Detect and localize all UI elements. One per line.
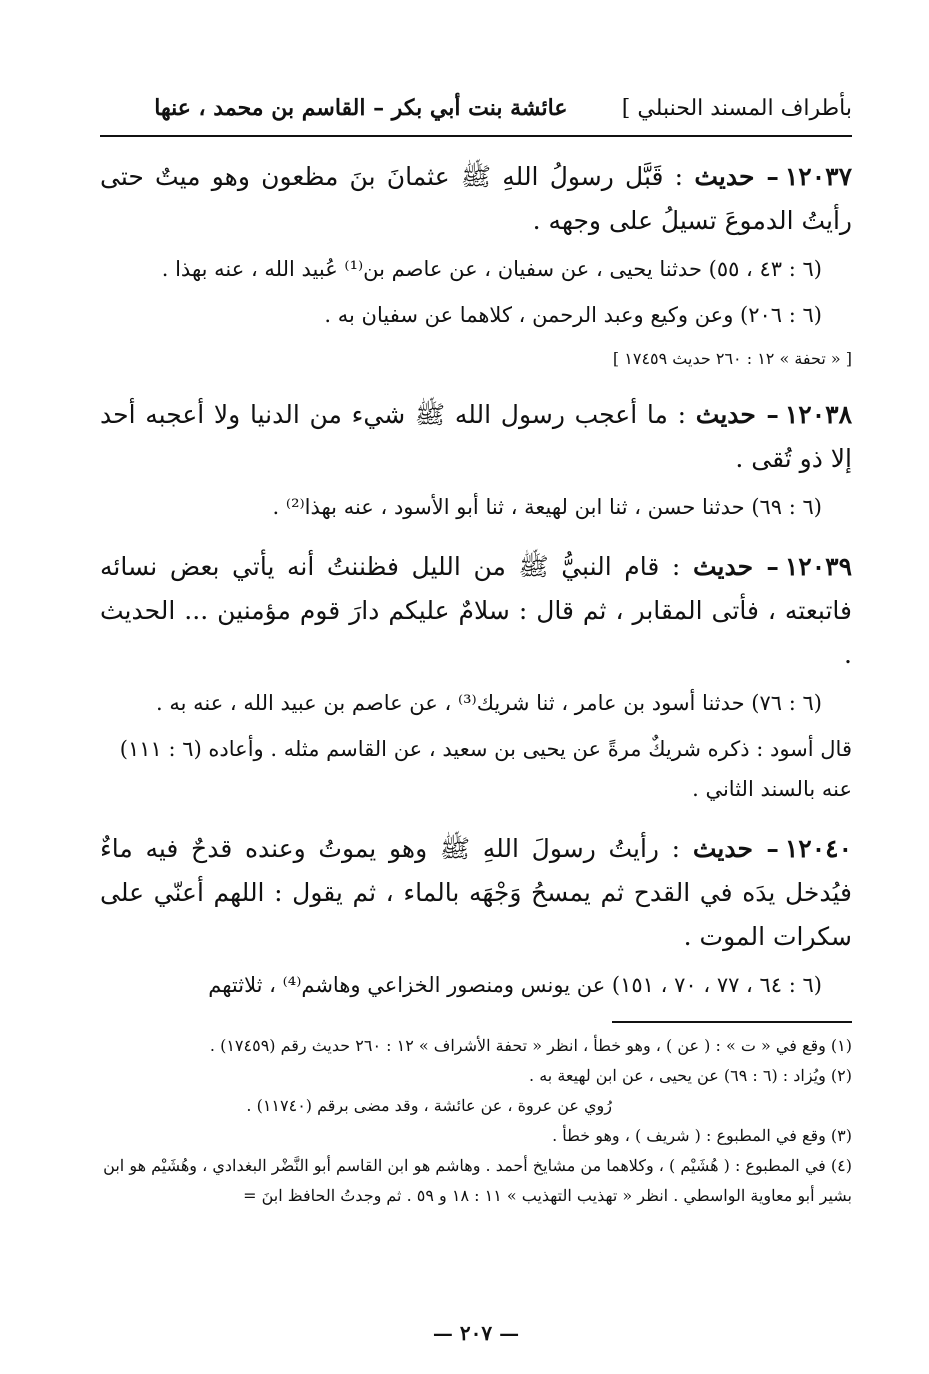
hadith-matn: : قَبَّل رسولُ اللهِ ﷺ عثمانَ بنَ مظعون وهو ميتٌ حتى رأيتُ الدموعَ تسيلُ على وجهه . xyxy=(100,162,852,235)
hadith-entry xyxy=(100,827,852,1005)
hadith-matn: : قام النبيُّ ﷺ من الليل فظننتُ أنه يأتي بعض نسائه فاتبعته ، فأتى المقابر ، ثم قال : سلامٌ عليكم دارَ قوم مؤمنين ... الحديث . xyxy=(100,552,852,669)
isnad-line: (٦ : ٦٤ ، ٧٧ ، ٧٠ ، ١٥١) عن يونس ومنصور الخزاعي وهاشم⁽⁴⁾ ، ثلاثتهم xyxy=(208,973,822,997)
header-chapter-title: عائشة بنت أبي بكر – القاسم بن محمد ، عنها xyxy=(154,95,568,121)
hadith-matn: : رأيتُ رسولَ اللهِ ﷺ وهو يموتُ وعنده قدحٌ فيه ماءٌ فيُدخل يدَه في القدح ثم يمسحُ وَجْهَه بالماء ، ثم يقول : اللهم أعنّي على سكرات الموت . xyxy=(100,834,852,951)
hadith-entry xyxy=(100,393,852,527)
isnad-line: قال أسود : ذكره شريكٌ مرةً عن يحيى بن سعيد ، عن القاسم مثله . وأعاده (٦ : ١١١) عنه بالسند الثاني . xyxy=(119,737,852,801)
hadith-matn: : ما أعجب رسول الله ﷺ شيء من الدنيا ولا أعجبه أحد إلا ذو تُقى . xyxy=(100,400,852,473)
hadith-number: ١٢٠٤٠ xyxy=(784,834,852,863)
isnad-line: (٦ : ٦٩) حدثنا حسن ، ثنا ابن لهيعة ، ثنا أبو الأسود ، عنه بهذا⁽²⁾ . xyxy=(272,495,822,519)
footnotes xyxy=(100,1031,852,1211)
running-header xyxy=(100,95,852,137)
footnote: (٤) في المطبوع : ( هُشَيْم ) ، وكلاهما من مشايخ أحمد . وهاشم هو ابن القاسم أبو النَّضْر البغدادي ، وهُشَيْم هو ابن بشير أبو معاوية الواسطي . انظر « تهذيب التهذيب » ١١ : ١٨ و ٥٩ . ثم وجدتُ الحافظ ابنَ = xyxy=(103,1156,852,1205)
hadith-keyword: – حديث xyxy=(692,834,779,863)
isnad-line: (٦ : ٧٦) حدثنا أسود بن عامر ، ثنا شريك⁽³⁾ ، عن عاصم بن عبيد الله ، عنه به . xyxy=(155,691,822,715)
hadith-text xyxy=(100,155,852,243)
hadith-number: ١٢٠٣٩ xyxy=(784,552,852,581)
hadith-entry xyxy=(100,155,852,375)
isnad-line: (٦ : ٢٠٦) وعن وكيع وعبد الرحمن ، كلاهما عن سفيان به . xyxy=(324,303,822,327)
page-number: — ٢٠٧ — xyxy=(432,1321,520,1345)
header-book-title: بأطراف المسند الحنبلي ] xyxy=(621,96,852,121)
footnote: (٣) وقع في المطبوع : ( شريف ) ، وهو خطأ . xyxy=(552,1126,852,1145)
hadith-keyword: – حديث xyxy=(694,162,779,191)
hadith-number: ١٢٠٣٧ xyxy=(784,162,853,191)
footnote-continuation: رُوي عن عروة ، عن عائشة ، وقد مضى برقم (١١٧٤٠) . xyxy=(246,1096,612,1115)
footnote-divider xyxy=(612,1021,852,1023)
footnote: (١) وقع في « ت » : ( عن ) ، وهو خطأ ، انظر « تحفة الأشراف » ١٢ : ٢٦٠ حديث رقم (١٧٤٥٩) . xyxy=(209,1036,852,1055)
book-page xyxy=(100,95,852,1345)
hadith-keyword: – حديث xyxy=(695,400,779,429)
tuhfa-reference: [ « تحفة » ١٢ : ٢٦٠ حديث ١٧٤٥٩ ] xyxy=(612,349,852,368)
footnote: (٢) ويُزاد : (٦ : ٦٩) عن يحيى ، عن ابن لهيعة به . xyxy=(529,1066,852,1085)
hadith-text xyxy=(100,393,852,481)
hadith-text xyxy=(100,545,852,677)
hadith-number: ١٢٠٣٨ xyxy=(784,400,852,429)
hadith-entry xyxy=(100,545,852,809)
isnad-line: (٦ : ٤٣ ، ٥٥) حدثنا يحيى ، عن سفيان ، عن عاصم بن⁽¹⁾ عُبيد الله ، عنه بهذا . xyxy=(161,257,822,281)
hadith-keyword: – حديث xyxy=(692,552,779,581)
hadith-text xyxy=(100,827,852,959)
